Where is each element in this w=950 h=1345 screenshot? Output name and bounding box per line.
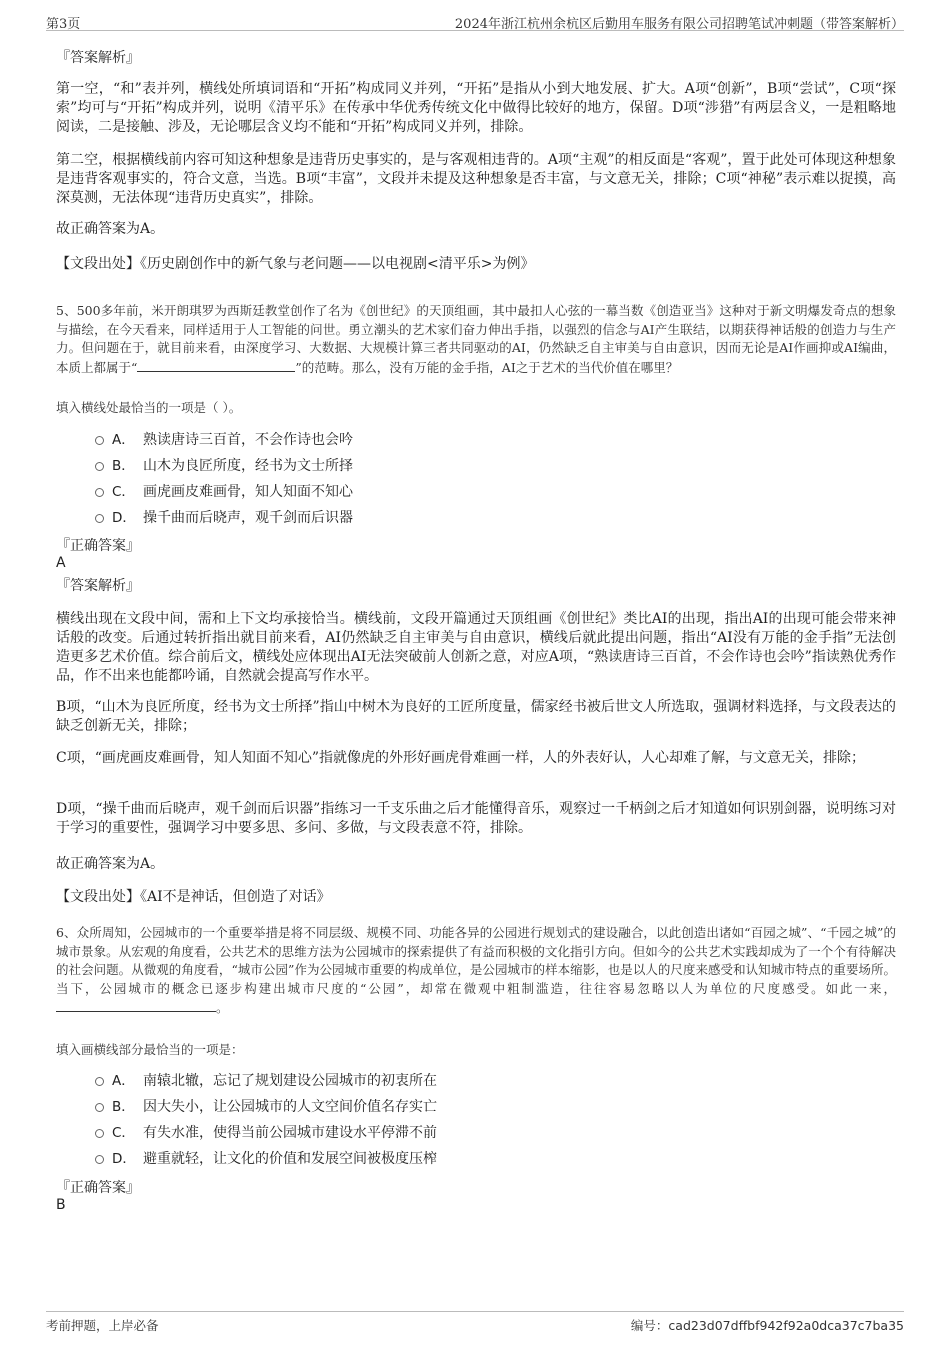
option-key: A． — [112, 1073, 135, 1089]
q6-stem-after: 。 — [216, 1000, 229, 1015]
page-number: 第3页 — [46, 17, 81, 32]
option-key: D． — [112, 510, 136, 526]
q5-blank — [137, 358, 295, 372]
q5-analysis-label: 『答案解析』 — [56, 578, 140, 594]
q6-correct-label: 『正确答案』 — [56, 1180, 140, 1196]
footer-slogan: 考前押题，上岸必备 — [46, 1318, 159, 1333]
q6-stem-before: 6、众所周知，公园城市的一个重要举措是将不同层级、规模不同、功能各异的公园进行规划式的建设融合，以此创造出诸如“百园之城”、“千园之城”的城市景象。从宏观的角度看，公共艺术的思维方法为公园城市的探索提供了有益而积极的文化指引方向。但如今的公共艺术实践却成为了一个个有待解决的社会问题。从微观的角度看，“城市公园”作为公园城市重要的构成单位，是公园城市的样本缩影，也是以人的尺度来感受和认知城市特点的重要场所。当下，公园城市的概念已逐步构建出城市尺度的“公园”，却常在微观中粗制滥造，往往容易忽略以人为单位的尺度感受。如此一来， — [56, 925, 896, 996]
q5-analysis-p2: B项，“山木为良匠所度，经书为文士所择”指山中树木为良好的工匠所度量，儒家经书被后世文人所选取，强调材料选择，与文段表达的缺乏创新无关，排除； — [56, 699, 896, 734]
q4-analysis-p1: 第一空，“和”表并列，横线处所填词语和“开拓”构成同义并列，“开拓”是指从小到大地发展、扩大。A项“创新”，B项“尝试”，C项“探索”均可与“开拓”构成并列，说明《清平乐》在传承中华优秀传统文化中做得比较好的地方，保留。D项“涉猎”有两层含义，一是粗略地阅读，二是接触、涉及，无论哪层含义均不能和“开拓”构成同义并列，排除。 — [56, 81, 896, 135]
radio-icon[interactable] — [95, 1129, 104, 1138]
option-key: C． — [112, 1125, 135, 1141]
page-header — [46, 10, 904, 31]
q5-options — [95, 427, 795, 531]
q6-instruction: 填入画横线部分最恰当的一项是： — [56, 1042, 244, 1057]
q6-blank — [56, 998, 216, 1012]
option-key: C． — [112, 484, 135, 500]
option-key: D． — [112, 1151, 136, 1167]
radio-icon[interactable] — [95, 1077, 104, 1086]
radio-icon[interactable] — [95, 462, 104, 471]
option-text: 山木为良匠所度，经书为文士所择 — [143, 458, 353, 474]
option-text: 画虎画皮难画骨，知人知面不知心 — [143, 484, 353, 500]
radio-icon[interactable] — [95, 436, 104, 445]
option-text: 避重就轻，让文化的价值和发展空间被极度压榨 — [143, 1151, 437, 1167]
q6-options — [95, 1068, 795, 1172]
q6-option-b[interactable] — [95, 1094, 795, 1120]
q4-analysis-label: 『答案解析』 — [56, 50, 140, 66]
option-text: 熟读唐诗三百首，不会作诗也会吟 — [143, 432, 353, 448]
q5-option-c[interactable] — [95, 479, 795, 505]
option-key: A． — [112, 432, 135, 448]
radio-icon[interactable] — [95, 488, 104, 497]
q4-analysis-p2: 第二空，根据横线前内容可知这种想象是违背历史事实的，是与客观相违背的。A项“主观”的相反面是“客观”，置于此处可体现这种想象是违背客观事实的，符合文意，当选。B项“丰富”，文段并未提及这种想象是否丰富，与文意无关，排除；C项“神秘”表示难以捉摸，高深莫测，无法体现“违背历史真实”，排除。 — [56, 152, 896, 206]
q5-source: 【文段出处】《AI不是神话，但创造了对话》 — [56, 889, 331, 905]
q5-stem-before: 5、500多年前，米开朗琪罗为西斯廷教堂创作了名为《创世纪》的天顶组画，其中最扣人心弦的一幕当数《创造亚当》这种对于新文明爆发奇点的想象与描绘，在今天看来，同样适用于人工智能的问世。勇立潮头的艺术家们奋力伸出手指，以强烈的信念与AI产生联结，以期获得神话般的创造力与生产力。但问题在于，就目前来看，由深度学习、大数据、大规模计算三者共同驱动的AI，仍然缺乏自主审美与自由意识，因而无论是AI作画抑或AI编曲，本质上都属于“ — [56, 303, 896, 375]
q5-instruction: 填入横线处最恰当的一项是（ ）。 — [56, 400, 242, 415]
option-key: B． — [112, 1099, 135, 1115]
option-text: 操千曲而后晓声，观千剑而后识器 — [143, 510, 353, 526]
q4-conclusion: 故正确答案为A。 — [56, 221, 165, 237]
q6-option-c[interactable] — [95, 1120, 795, 1146]
q5-stem — [56, 302, 896, 377]
q6-option-d[interactable] — [95, 1146, 795, 1172]
q6-stem — [56, 924, 896, 1018]
q4-source: 【文段出处】《历史剧创作中的新气象与老问题——以电视剧<清平乐>为例》 — [56, 256, 535, 272]
q5-analysis-p3: C项，“画虎画皮难画骨，知人知面不知心”指就像虎的外形好画虎骨难画一样，人的外表好认，人心却难了解，与文意无关，排除； — [56, 750, 866, 766]
q5-option-b[interactable] — [95, 453, 795, 479]
q5-answer: A — [56, 555, 66, 571]
option-text: 有失水准，使得当前公园城市建设水平停滞不前 — [143, 1125, 437, 1141]
q5-option-a[interactable] — [95, 427, 795, 453]
footer-code-label: 编号： — [630, 1318, 669, 1333]
radio-icon[interactable] — [95, 514, 104, 523]
q5-conclusion: 故正确答案为A。 — [56, 856, 165, 872]
q5-option-d[interactable] — [95, 505, 795, 531]
option-text: 因大失小，让公园城市的人文空间价值名存实亡 — [143, 1099, 437, 1115]
q5-analysis-p4: D项，“操千曲而后晓声，观千剑而后识器”指练习一千支乐曲之后才能懂得音乐，观察过一千柄剑之后才知道如何识别剑器，说明练习对于学习的重要性，强调学习中要多思、多问、多做，与文段表意不符，排除。 — [56, 801, 896, 836]
option-text: 南辕北辙，忘记了规划建设公园城市的初衷所在 — [143, 1073, 437, 1089]
q6-option-a[interactable] — [95, 1068, 795, 1094]
page-footer — [46, 1311, 904, 1336]
radio-icon[interactable] — [95, 1103, 104, 1112]
option-key: B． — [112, 458, 135, 474]
radio-icon[interactable] — [95, 1155, 104, 1164]
q5-stem-after: ”的范畴。那么，没有万能的金手指，AI之于艺术的当代价值在哪里？ — [295, 359, 679, 375]
q6-answer: B — [56, 1197, 66, 1213]
q5-correct-label: 『正确答案』 — [56, 538, 140, 554]
q5-analysis-p1: 横线出现在文段中间，需和上下文均承接恰当。横线前，文段开篇通过天顶组画《创世纪》类比AI的出现，指出AI的出现可能会带来神话般的改变。后通过转折指出就目前来看，AI仍然缺乏自主审美与自由意识，横线后就此提出问题，指出“AI没有万能的金手指”无法创造更多艺术价值。综合前后文，横线处应体现出AI无法突破前人创新之意，对应A项，“熟读唐诗三百首，不会作诗也会吟”指读熟优秀作品，作不出来也能都吟诵，自然就会提高写作水平。 — [56, 611, 896, 684]
footer-code — [631, 1316, 904, 1334]
document-title: 2024年浙江杭州余杭区后勤用车服务有限公司招聘笔试冲刺题（带答案解析） — [454, 17, 904, 32]
footer-code-value: cad23d07dffbf942f92a0dca37c7ba35 — [668, 1318, 904, 1333]
